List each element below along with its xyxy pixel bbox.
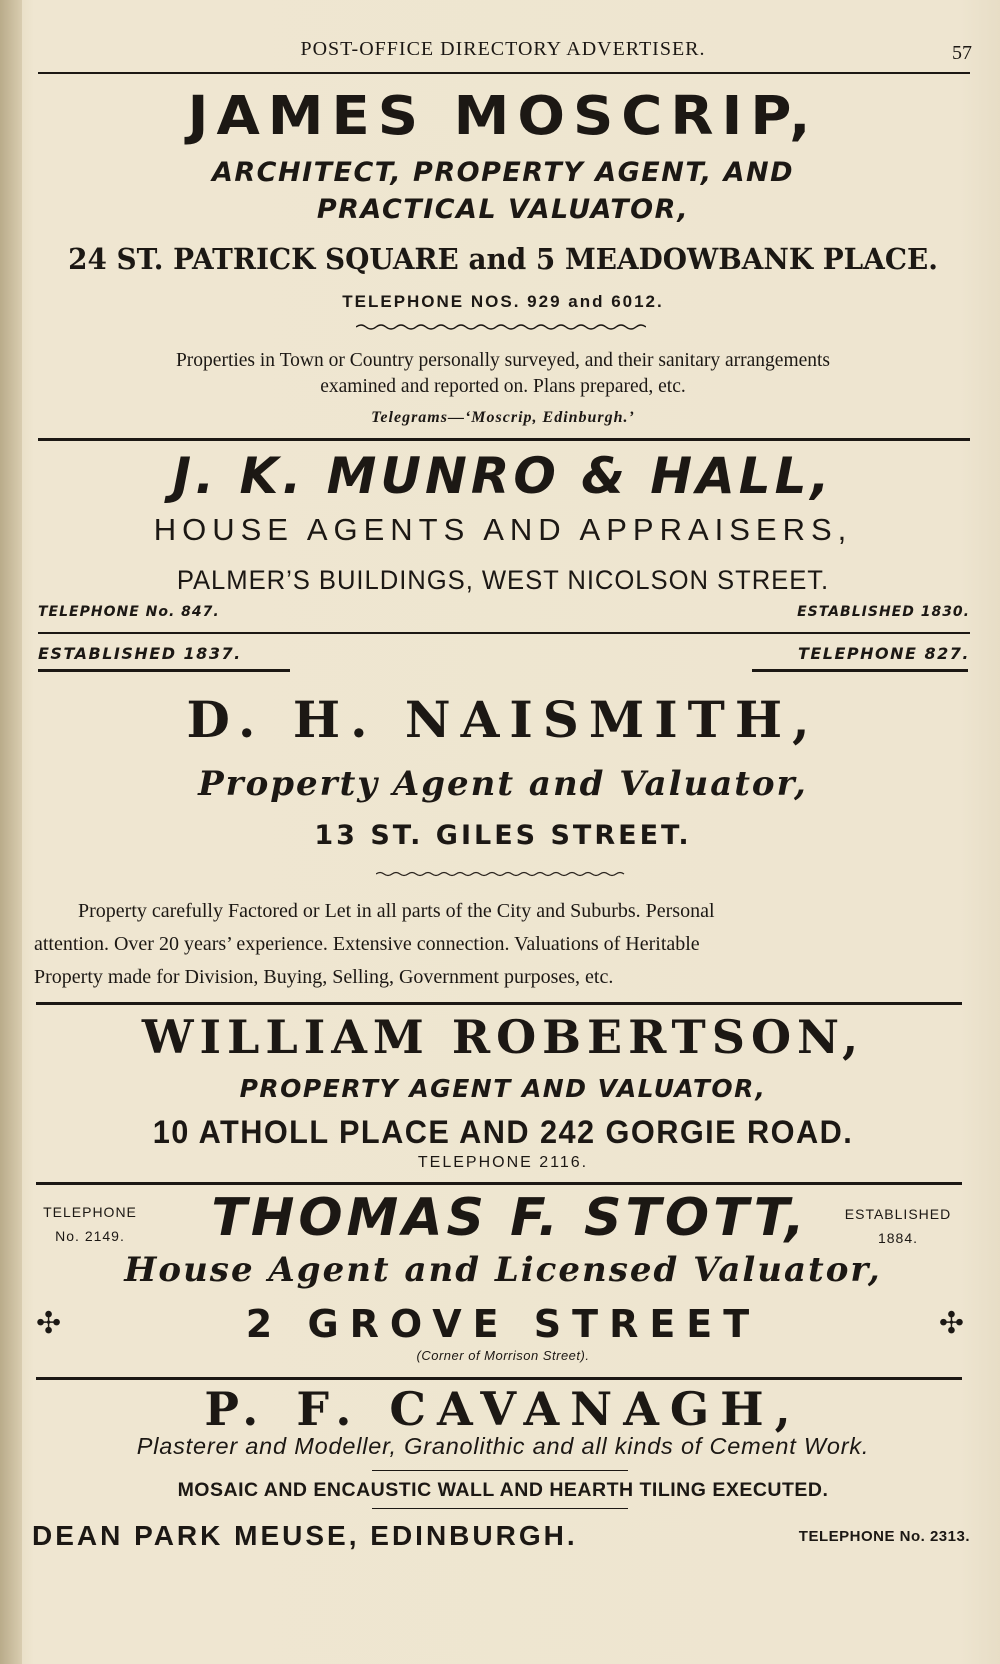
ornament-right: ✣ [938,1306,964,1341]
established-line: ESTABLISHED 1837. [38,644,242,663]
advertiser-trade: Plasterer and Modeller, Granolithic and all kinds of Cement Work. [136,1433,870,1459]
advertiser-address: 10 ATHOLL PLACE AND 242 GORGIE ROAD. [152,1114,854,1150]
book-gutter [0,0,22,1664]
telephone-line: TELEPHONE 2116. [417,1154,589,1171]
telegrams-line: Telegrams—‘Moscrip, Edinburgh.’ [371,409,635,426]
telephone-line: TELEPHONE No. 2313. [798,1528,970,1545]
telephone-line: TELEPHONE No. 847. [38,604,220,620]
telephone-line: TELEPHONE NOS. 929 and 6012. [342,292,664,311]
header-rule [38,72,970,74]
description-line-2: attention. Over 20 years’ experience. Extensive connection. Valuations of Heritable [34,933,700,955]
advertiser-address: 13 ST. GILES STREET. [314,820,692,851]
advertiser-trade: House Agent and Licensed Valuator, [124,1250,882,1290]
advertiser-address: 24 ST. PATRICK SQUARE and 5 MEADOWBANK PLACE. [68,242,938,276]
advertiser-trade: HOUSE AGENTS AND APPRAISERS, [153,512,853,547]
thin-rule [372,1470,628,1471]
running-head: POST-OFFICE DIRECTORY ADVERTISER. [300,38,706,60]
advertiser-address: PALMER’S BUILDINGS, WEST NICOLSON STREET. [176,565,830,595]
advertiser-title-line-2: PRACTICAL VALUATOR, [316,194,690,225]
advertiser-name: J. K. MUNRO & HALL, [172,447,834,505]
section-rule [36,1377,962,1380]
advertiser-address: 2 GROVE STREET [245,1302,761,1346]
established-year: 1884. [877,1230,919,1246]
description-line-2: examined and reported on. Plans prepared, etc. [320,376,686,397]
telephone-number: No. 2149. [55,1228,125,1244]
section-rule [36,1182,962,1185]
section-rule [38,438,970,441]
description-line-3: Property made for Division, Buying, Selling, Government purposes, etc. [34,966,614,988]
telephone-line: TELEPHONE 827. [797,644,970,663]
description-line-1: Property carefully Factored or Let in all parts of the City and Suburbs. Personal [78,900,715,922]
advertiser-name: JAMES MOSCRIP, [187,85,819,148]
description-line-1: Properties in Town or Country personally surveyed, and their sanitary arrangements [175,350,831,371]
advertiser-name: P. F. CAVANAGH, [204,1382,802,1436]
wavy-divider [356,323,646,331]
ornament-left: ✣ [36,1306,62,1341]
section-rule [36,1002,962,1005]
advertiser-title-line-1: ARCHITECT, PROPERTY AGENT, AND [211,157,794,188]
services-line: MOSAIC AND ENCAUSTIC WALL AND HEARTH TILING EXECUTED. [177,1479,829,1501]
underline-rule [38,669,290,672]
thin-rule [372,1508,628,1509]
advertiser-name: THOMAS F. STOTT, [211,1188,809,1248]
corner-note: (Corner of Morrison Street). [416,1348,590,1363]
advertiser-trade: Property Agent and Valuator, [198,764,808,804]
established-label: ESTABLISHED [844,1206,952,1222]
section-rule [38,632,970,634]
established-line: ESTABLISHED 1830. [797,604,970,620]
telephone-label: TELEPHONE [43,1204,137,1220]
advertiser-name: WILLIAM ROBERTSON, [141,1010,865,1064]
advertiser-name: D. H. NAISMITH, [186,690,820,749]
underline-rule [752,669,968,672]
advertiser-trade: PROPERTY AGENT AND VALUATOR, [239,1074,767,1103]
advertiser-address: DEAN PARK MEUSE, EDINBURGH. [32,1520,578,1551]
wavy-divider [376,870,626,878]
page-number: 57 [952,42,972,64]
